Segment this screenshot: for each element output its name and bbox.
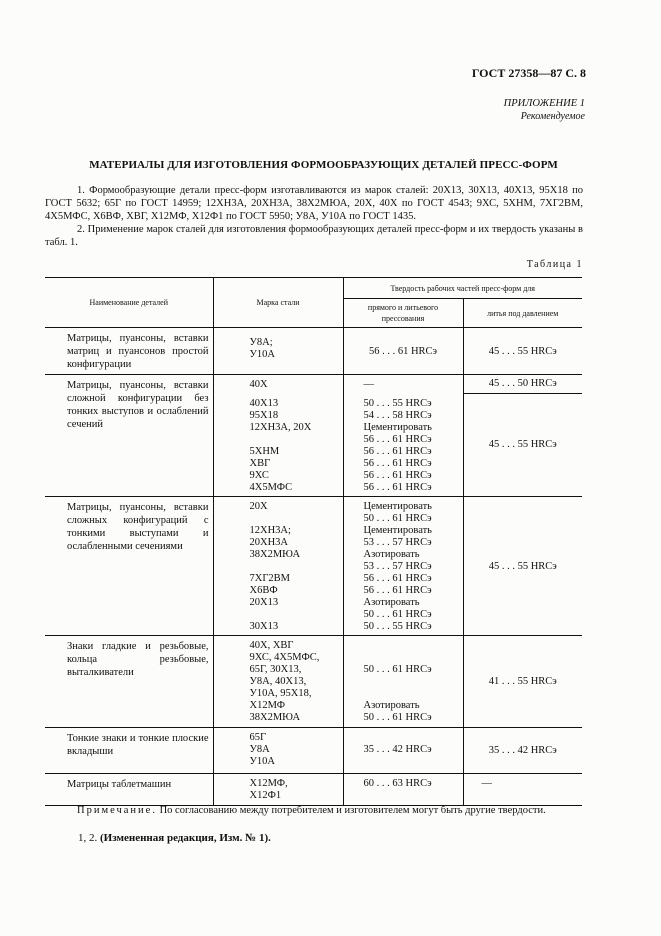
table-label: Таблица 1	[526, 259, 583, 270]
hardness-cell: —	[343, 375, 463, 394]
casting-cell: 41 . . . 55 HRCэ	[463, 636, 582, 728]
edition-ref: 1, 2.	[78, 832, 98, 844]
appendix-status: Рекомендуемое	[520, 111, 585, 122]
table-row	[45, 774, 582, 806]
part-name-cell: Матрицы таблетмашин	[67, 779, 172, 790]
part-name-cell: Тонкие знаки и тонкие плоские вкладыши	[67, 733, 209, 757]
hardness-cell: 50 . . . 55 HRCэ 54 . . . 58 HRCэ Цементировать 56 . . . 61 HRCэ 56 . . . 61 HRCэ 56 . . . 61 HRCэ 56 . . . 61 HRCэ 56 . . . 61 HRCэ	[343, 393, 463, 497]
steel-cell: 20Х 12ХН3А; 20ХН3А 38Х2МЮА 7ХГ2ВМ Х6ВФ 20Х13 30Х13	[213, 497, 343, 636]
hardness-cell: Цементировать 50 . . . 61 HRCэ Цементировать 53 . . . 57 HRCэ Азотировать 53 . . . 57 HRCэ 56 . . . 61 HRCэ 56 . . . 61 HRCэ Азотировать 50 . . . 61 HRCэ 50 . . . 55 HRCэ	[343, 497, 463, 636]
edition-text: (Измененная редакция, Изм. № 1).	[100, 832, 271, 844]
paragraph-2: 2. Применение марок сталей для изготовления формообразующих деталей пресс-форм и их твердость указаны в табл. 1.	[45, 224, 583, 248]
table-row	[45, 497, 582, 636]
casting-cell: 45 . . . 55 HRCэ	[463, 393, 582, 497]
part-name-cell: Матрицы, пуансоны, вставки матриц и пуансонов простой конфигурации	[67, 333, 209, 370]
header-die-casting: литья под давлением	[463, 299, 582, 328]
header-part-name: Наименование деталей	[45, 278, 213, 328]
part-name-cell: Матрицы, пуансоны, вставки сложных конфигураций с тонкими выступами и ослабленными сечениями	[67, 502, 209, 552]
edition-note	[78, 832, 271, 845]
casting-cell: 45 . . . 55 HRCэ	[463, 497, 582, 636]
appendix-label: ПРИЛОЖЕНИЕ 1	[503, 98, 585, 109]
part-name-cell: Знаки гладкие и резьбовые, кольца резьбовые, выталкиватели	[67, 641, 209, 678]
table-note	[45, 804, 585, 817]
casting-cell: —	[463, 774, 582, 806]
header-direct-pressing: прямого и литьевого прессования	[343, 299, 463, 328]
header-hardness: Твердость рабочих частей пресс-форм для	[343, 278, 582, 299]
steel-cell: 40Х, ХВГ 9ХС, 4Х5МФС, 65Г, 30Х13, У8А, 40Х13, У10А, 95Х18, Х12МФ 38Х2МЮА	[213, 636, 343, 728]
hardness-cell: 60 . . . 63 HRCэ	[343, 774, 463, 806]
page-title: МАТЕРИАЛЫ ДЛЯ ИЗГОТОВЛЕНИЯ ФОРМООБРАЗУЮЩИХ ДЕТАЛЕЙ ПРЕСС-ФОРМ	[89, 159, 558, 171]
steel-cell: 65Г У8А У10А	[213, 728, 343, 774]
header-steel-grade: Марка стали	[213, 278, 343, 328]
steel-grades-table	[45, 277, 582, 806]
table-header-row	[45, 278, 582, 299]
steel-cell: У8А; У10А	[213, 328, 343, 375]
table-row	[45, 375, 582, 394]
note-label: Примечание.	[77, 805, 157, 816]
casting-cell: 45 . . . 55 HRCэ	[463, 328, 582, 375]
part-name-cell: Матрицы, пуансоны, вставки сложной конфигурации без тонких выступов и ослаблений сечений	[67, 380, 209, 430]
steel-cell: 40Х	[213, 375, 343, 394]
hardness-cell: 50 . . . 61 HRCэ Азотировать 50 . . . 61 HRCэ	[343, 636, 463, 728]
hardness-cell: 35 . . . 42 HRCэ	[343, 728, 463, 774]
casting-cell: 35 . . . 42 HRCэ	[463, 728, 582, 774]
casting-cell: 45 . . . 50 HRCэ	[463, 375, 582, 394]
table-row	[45, 728, 582, 774]
hardness-cell: 56 . . . 61 HRCэ	[343, 328, 463, 375]
steel-cell: Х12МФ, Х12Ф1	[213, 774, 343, 806]
table-row	[45, 328, 582, 375]
note-text: По согласованию между потребителем и изготовителем могут быть другие твердости.	[159, 805, 546, 816]
paragraph-1: 1. Формообразующие детали пресс-форм изготавливаются из марок сталей: 20Х13, 30Х13, 40Х13, 95Х18 по ГОСТ 5632; 65Г по ГОСТ 14959; 12ХН3А, 20ХН3А, 38Х2МЮА, 20Х, 40Х по ГОСТ 4543; 9ХС, 5ХНМ, 7ХГ2ВМ, 4Х5МФС, Х6ВФ, ХВГ, Х12МФ, Х12Ф1 по ГОСТ 5950; У8А, У10А по ГОСТ 1435.	[45, 185, 583, 222]
document-header: ГОСТ 27358—87 С. 8	[471, 66, 586, 80]
steel-cell: 40Х13 95Х18 12ХН3А, 20Х 5ХНМ ХВГ 9ХС 4Х5МФС	[213, 393, 343, 497]
table-row	[45, 636, 582, 728]
